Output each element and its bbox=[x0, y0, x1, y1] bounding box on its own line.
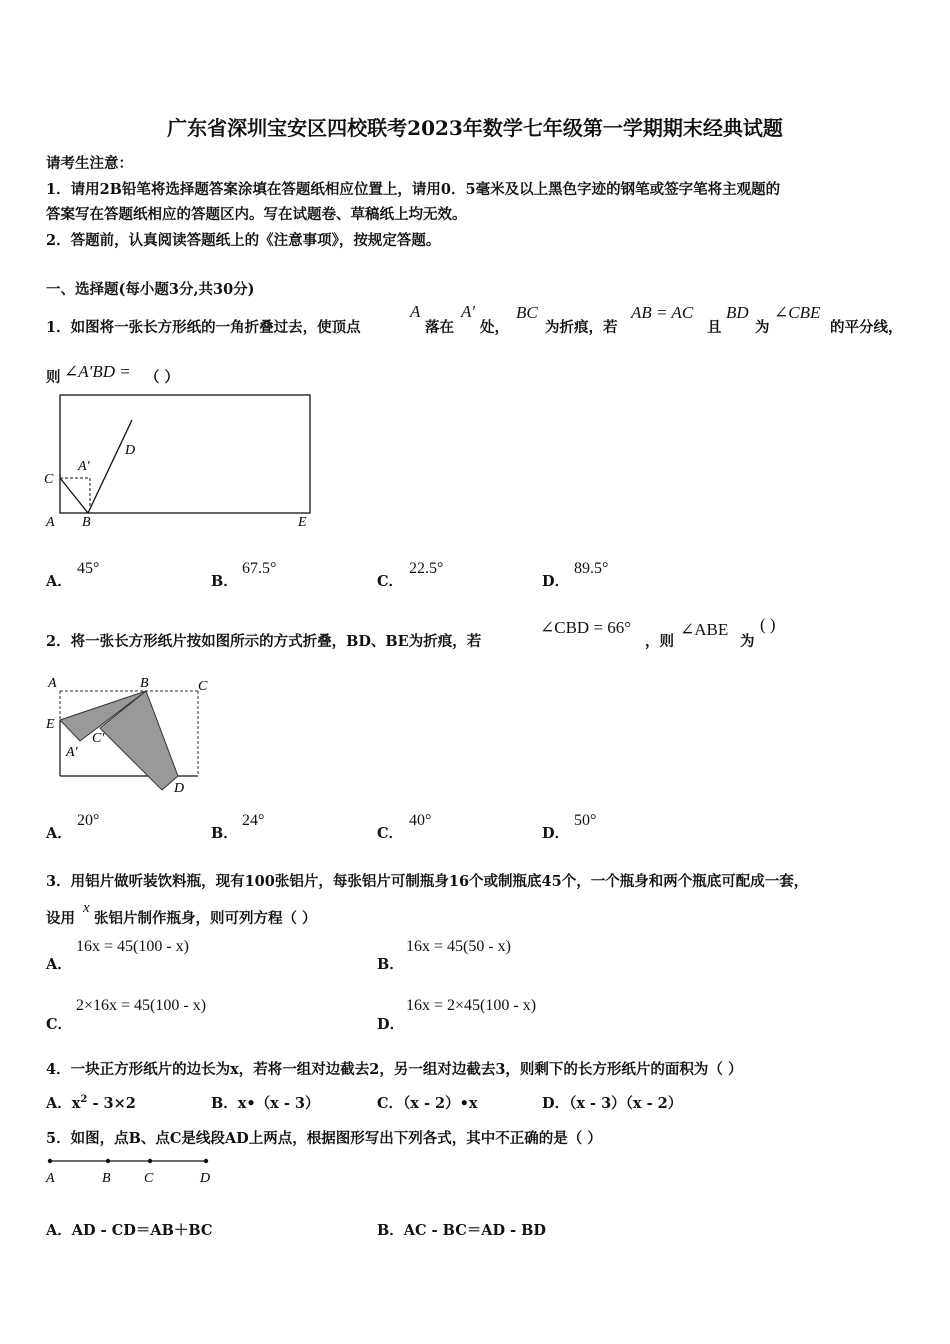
q1-fig-label-c: C bbox=[44, 472, 54, 487]
q1-figure bbox=[40, 390, 320, 535]
q2-option-a-value: 20° bbox=[77, 812, 100, 829]
q1-fig-label-b: B bbox=[82, 515, 91, 530]
q1-fig-crease-bc bbox=[60, 478, 88, 513]
q1-option-d-label[interactable]: D． bbox=[542, 573, 570, 590]
q5-figure bbox=[40, 1150, 220, 1190]
q3-option-a-value: 16x = 45(100 - x) bbox=[76, 938, 190, 955]
q2-fig-label-a-prime: A′ bbox=[66, 745, 78, 760]
q2-fig-label-e: E bbox=[46, 717, 55, 732]
q5-text: 5．如图，点B、点C是线段AD上两点，根据图形写出下列各式，其中不正确的是（ ） bbox=[46, 1130, 602, 1147]
q1-text-7: 的平分线， bbox=[830, 319, 903, 336]
q1-option-a-label[interactable]: A． bbox=[46, 573, 72, 590]
q1-text-6: 为 bbox=[755, 319, 770, 336]
q1-text-5: 且 bbox=[707, 319, 722, 336]
q1-fig-label-a: A bbox=[46, 515, 55, 530]
q1-fig-label-a-prime: A′ bbox=[78, 459, 90, 474]
q5-fig-label-d: D bbox=[200, 1171, 211, 1186]
q4-option-a-exp: 2 bbox=[80, 1094, 88, 1106]
q4-option-b[interactable] bbox=[211, 1092, 320, 1113]
q1-math-bd: BD bbox=[726, 303, 749, 322]
q4-option-a-rest: - 3×2 bbox=[87, 1095, 136, 1112]
q3-option-c-label[interactable]: C． bbox=[46, 1016, 73, 1033]
q5-fig-point-a bbox=[48, 1159, 52, 1163]
q2-fig-label-a: A bbox=[48, 676, 57, 691]
q1-line2-prefix: 则 bbox=[46, 369, 61, 386]
q3-option-a-label[interactable]: A． bbox=[46, 956, 72, 973]
q2-option-c-label[interactable]: C． bbox=[377, 825, 404, 842]
q1-fig-rect bbox=[60, 395, 310, 513]
q2-fig-label-b: B bbox=[140, 676, 149, 691]
q5-option-a-value: AD - CD＝AB＋BC bbox=[71, 1222, 213, 1239]
q2-fig-label-d: D bbox=[174, 781, 185, 796]
notice-heading: 请考生注意： bbox=[46, 155, 133, 172]
q5-option-a[interactable] bbox=[46, 1219, 212, 1240]
q3-option-b-label[interactable]: B． bbox=[377, 956, 404, 973]
q3-option-b-value: 16x = 45(50 - x) bbox=[406, 938, 512, 955]
q1-math-ab-ac: AB = AC bbox=[631, 303, 694, 322]
q4-option-c-label: C． bbox=[377, 1095, 404, 1112]
q5-fig-point-c bbox=[148, 1159, 152, 1163]
q3-option-c-value: 2×16x = 45(100 - x) bbox=[76, 997, 207, 1014]
q2-option-b-value: 24° bbox=[242, 812, 265, 829]
q4-text: 4．一块正方形纸片的边长为x，若将一组对边截去2，另一组对边截去3，则剩下的长方形纸片的面积为（ ） bbox=[46, 1061, 743, 1078]
q1-option-b-value: 67.5° bbox=[242, 560, 277, 577]
q4-option-a-base: x bbox=[71, 1095, 81, 1112]
q2-fig-label-c-prime: C′ bbox=[92, 731, 105, 746]
q1-option-c-value: 22.5° bbox=[409, 560, 444, 577]
q1-fig-label-d: D bbox=[125, 443, 136, 458]
q4-option-a-label: A． bbox=[46, 1095, 72, 1112]
q2-fig-label-c: C bbox=[198, 679, 208, 694]
q3-option-d-value: 16x = 2×45(100 - x) bbox=[406, 997, 537, 1014]
page-title: 广东省深圳宝安区四校联考2023年数学七年级第一学期期末经典试题 bbox=[167, 116, 783, 140]
q4-option-c-value: （x - 2）•x bbox=[403, 1095, 478, 1112]
q4-option-b-value: x•（x - 3） bbox=[237, 1095, 320, 1112]
q2-figure bbox=[40, 670, 230, 800]
q3-line-2-x: x bbox=[83, 900, 90, 916]
q1-option-a-value: 45° bbox=[77, 560, 100, 577]
q2-text-2: ，则 bbox=[645, 633, 674, 650]
q3-line-1: 3．用铝片做听装饮料瓶，现有100张铝片，每张铝片可制瓶身16个或制瓶底45个，一个瓶身和两个瓶底可配成一套， bbox=[46, 873, 809, 890]
q1-math-cbe: ∠CBE bbox=[774, 303, 821, 322]
q5-fig-label-b: B bbox=[102, 1171, 111, 1186]
q1-text-2: 落在 bbox=[425, 319, 454, 336]
q2-option-d-label[interactable]: D． bbox=[542, 825, 570, 842]
q1-fig-line-bd bbox=[88, 420, 132, 513]
q1-fig-label-e: E bbox=[298, 515, 307, 530]
q4-option-d-value: （x - 3）（x - 2） bbox=[569, 1095, 683, 1112]
q1-option-c-label[interactable]: C． bbox=[377, 573, 404, 590]
notice-item-1-line-2: 答案写在答题纸相应的答题区内。写在试题卷、草稿纸上均无效。 bbox=[46, 206, 467, 223]
q1-math-bc: BC bbox=[516, 303, 538, 322]
q2-option-c-value: 40° bbox=[409, 812, 432, 829]
q1-text-3: 处， bbox=[480, 319, 509, 336]
q5-fig-label-c: C bbox=[144, 1171, 154, 1186]
q5-option-a-label: A． bbox=[46, 1222, 72, 1239]
q5-fig-point-d bbox=[204, 1159, 208, 1163]
q2-text-1: 2．将一张长方形纸片按如图所示的方式折叠，BD、BE为折痕，若 bbox=[46, 633, 482, 650]
q2-text-3: 为 bbox=[740, 633, 755, 650]
q4-option-d-label: D． bbox=[542, 1095, 570, 1112]
q4-option-d[interactable] bbox=[542, 1092, 682, 1113]
q2-math-abe: ∠ABE bbox=[680, 620, 729, 639]
q1-text-1: 1．如图将一张长方形纸的一角折叠过去，使顶点 bbox=[46, 319, 361, 336]
q1-line2-math: ∠A′BD = bbox=[64, 362, 131, 381]
q5-option-b-value: AC - BC＝AD - BD bbox=[403, 1222, 547, 1239]
q1-math-a-prime: A′ bbox=[461, 302, 476, 321]
q4-option-c[interactable] bbox=[377, 1092, 478, 1113]
q5-fig-point-b bbox=[106, 1159, 110, 1163]
q5-option-b[interactable] bbox=[377, 1219, 546, 1240]
q4-option-b-label: B． bbox=[211, 1095, 238, 1112]
q2-text-4: ( ) bbox=[760, 615, 776, 634]
q1-line2-suffix: （ ） bbox=[145, 369, 180, 386]
q3-line-2-suffix: 张铝片制作瓶身，则可列方程（ ） bbox=[94, 910, 317, 927]
q2-math-cbd: ∠CBD = 66° bbox=[540, 618, 632, 637]
q5-fig-label-a: A bbox=[46, 1171, 55, 1186]
q5-option-b-label: B． bbox=[377, 1222, 404, 1239]
section-heading: 一、选择题(每小题3分,共30分) bbox=[46, 281, 255, 298]
q3-option-d-label[interactable]: D． bbox=[377, 1016, 405, 1033]
q1-option-b-label[interactable]: B． bbox=[211, 573, 238, 590]
q2-option-a-label[interactable]: A． bbox=[46, 825, 72, 842]
q1-option-d-value: 89.5° bbox=[574, 560, 609, 577]
notice-item-2: 2．答题前，认真阅读答题纸上的《注意事项》，按规定答题。 bbox=[46, 232, 441, 249]
q2-option-d-value: 50° bbox=[574, 812, 597, 829]
q4-option-a[interactable] bbox=[46, 1092, 136, 1113]
q3-line-2-prefix: 设用 bbox=[46, 910, 75, 927]
q2-option-b-label[interactable]: B． bbox=[211, 825, 238, 842]
notice-item-1-line-1: 1．请用2B铅笔将选择题答案涂填在答题纸相应位置上，请用0．5毫米及以上黑色字迹的钢笔或签字笔将主观题的 bbox=[46, 181, 781, 198]
q1-math-a: A bbox=[410, 302, 421, 321]
q1-text-4: 为折痕，若 bbox=[545, 319, 618, 336]
